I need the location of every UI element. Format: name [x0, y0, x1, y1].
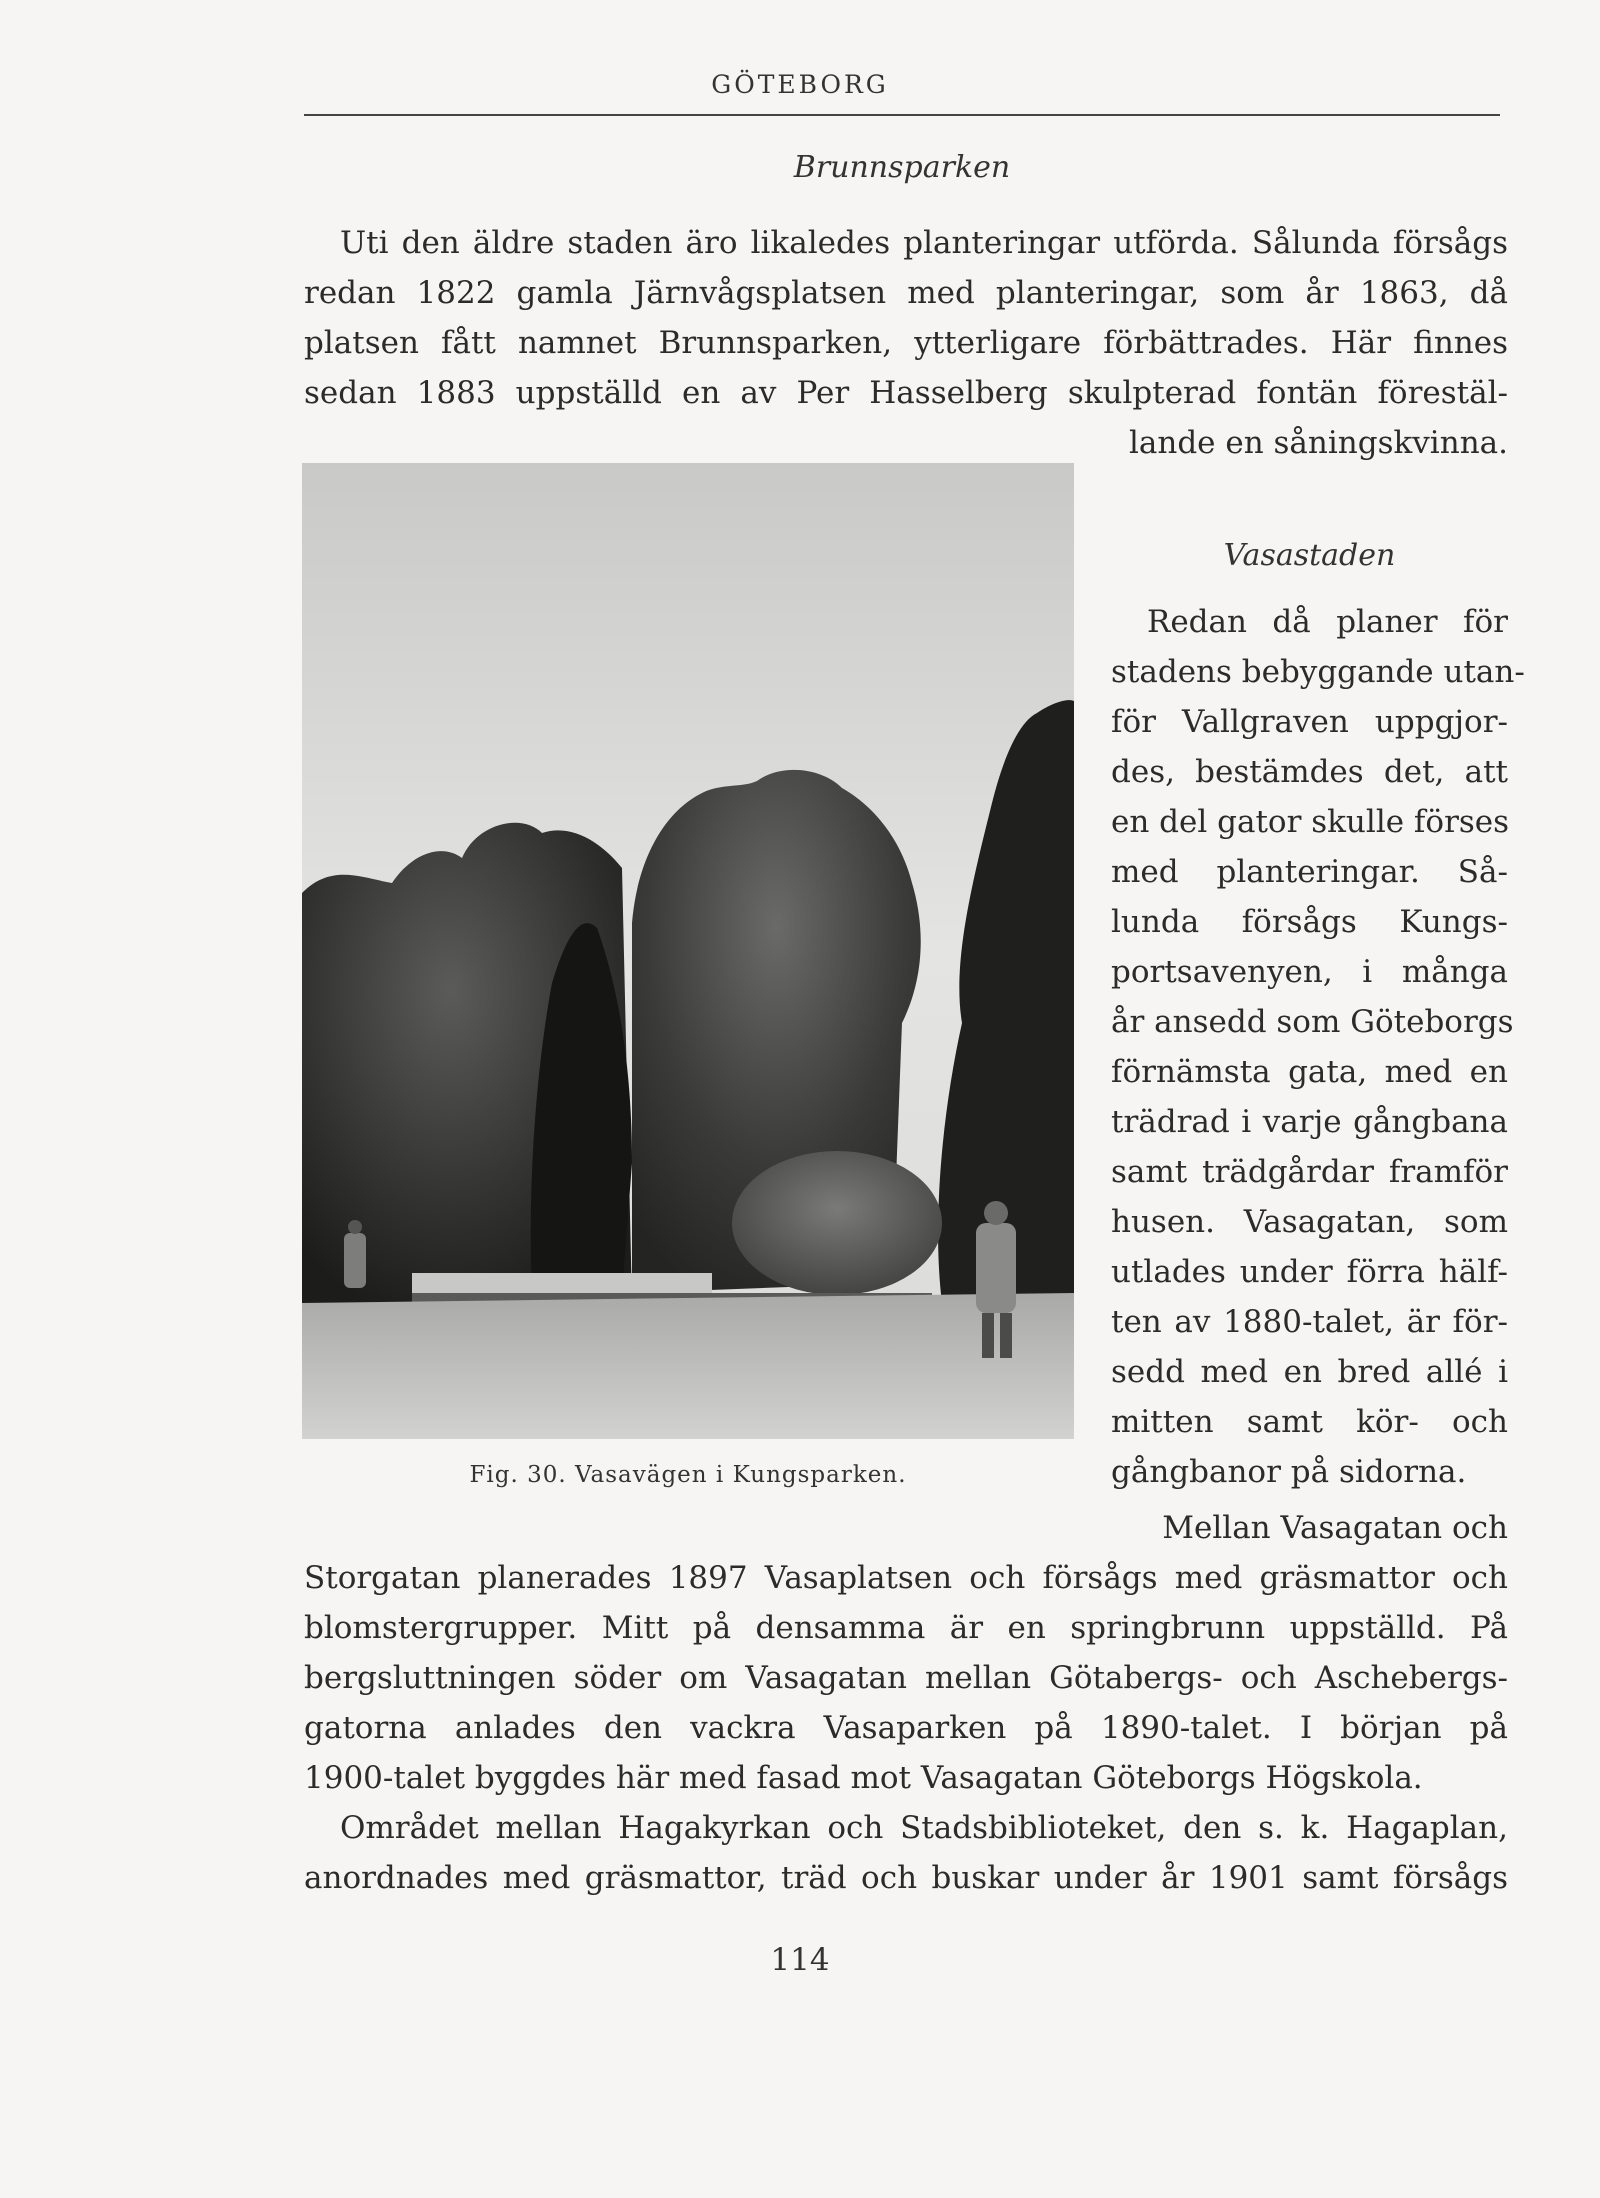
text-line: Mellan Vasagatan och	[1162, 1510, 1508, 1546]
shrub	[732, 1151, 942, 1295]
road	[302, 1293, 1074, 1439]
section-heading-vasastaden: Vasastaden	[1223, 538, 1396, 573]
text-line: samt trädgårdar framför	[1111, 1154, 1508, 1190]
text-line: Uti den äldre staden äro likaledes planteringar utförda. Sålunda försågs	[340, 225, 1508, 261]
pedestrian-left-head	[348, 1220, 362, 1234]
text-line: platsen fått namnet Brunnsparken, ytterligare förbättrades. Här finnes	[304, 325, 1508, 361]
flower-bed	[412, 1273, 712, 1295]
text-line: stadens bebyggande utan-	[1111, 654, 1525, 690]
text-line: gångbanor på sidorna.	[1111, 1454, 1467, 1490]
text-line: sedd med en bred allé i	[1111, 1354, 1508, 1390]
text-line: bergsluttningen söder om Vasagatan mellan Götabergs- och Aschebergs-	[304, 1660, 1508, 1696]
paragraph-vasastaden-full	[304, 1503, 1508, 1903]
paragraph-brunnsparken	[304, 218, 1508, 468]
text-line: blomstergrupper. Mitt på densamma är en springbrunn uppställd. På	[304, 1610, 1508, 1646]
text-line: redan 1822 gamla Järnvågsplatsen med planteringar, som år 1863, då	[304, 275, 1508, 311]
pedestrian-right-leg	[1000, 1313, 1012, 1358]
text-line: Området mellan Hagakyrkan och Stadsbiblioteket, den s. k. Hagaplan,	[340, 1810, 1508, 1846]
text-line: Storgatan planerades 1897 Vasaplatsen och försågs med gräsmattor och	[304, 1560, 1508, 1596]
text-line: för Vallgraven uppgjor-	[1111, 704, 1508, 740]
text-line: lunda försågs Kungs-	[1111, 904, 1508, 940]
pedestrian-right-leg	[982, 1313, 994, 1358]
text-line: en del gator skulle förses	[1111, 804, 1510, 840]
running-head: GÖTEBORG	[711, 70, 889, 99]
text-line: gatorna anlades den vackra Vasaparken på 1890-talet. I början på	[304, 1710, 1508, 1746]
paragraph-vasastaden-column	[1111, 597, 1525, 1497]
figure-photograph	[302, 463, 1074, 1439]
text-line: ten av 1880-talet, är för-	[1111, 1304, 1508, 1340]
header-rule	[304, 114, 1500, 116]
text-line: 1900-talet byggdes här med fasad mot Vasagatan Göteborgs Högskola.	[304, 1760, 1423, 1796]
text-line: lande en såningskvinna.	[1128, 425, 1508, 461]
text-line: des, bestämdes det, att	[1111, 754, 1508, 790]
text-line: med planteringar. Så-	[1111, 854, 1508, 890]
pedestrian-left	[344, 1233, 366, 1288]
text-line: sedan 1883 uppställd en av Per Hasselberg skulpterad fontän förestäl-	[304, 375, 1508, 411]
text-line: förnämsta gata, med en	[1111, 1054, 1508, 1090]
text-line: portsavenyen, i många	[1111, 954, 1508, 990]
section-heading-brunnsparken: Brunnsparken	[793, 150, 1011, 185]
pedestrian-right-head	[984, 1201, 1008, 1225]
text-line: år ansedd som Göteborgs	[1111, 1004, 1514, 1040]
text-line: mitten samt kör- och	[1111, 1404, 1508, 1440]
text-line: anordnades med gräsmattor, träd och buskar under år 1901 samt försågs	[304, 1860, 1508, 1896]
page-number: 114	[770, 1942, 830, 1978]
text-line: trädrad i varje gångbana	[1111, 1104, 1508, 1140]
park-photograph	[302, 463, 1074, 1439]
text-line: Redan då planer för	[1147, 604, 1508, 640]
text-line: husen. Vasagatan, som	[1111, 1204, 1508, 1240]
pedestrian-right	[976, 1223, 1016, 1313]
figure-caption: Fig. 30. Vasavägen i Kungsparken.	[469, 1462, 907, 1488]
text-line: utlades under förra hälf-	[1111, 1254, 1508, 1290]
